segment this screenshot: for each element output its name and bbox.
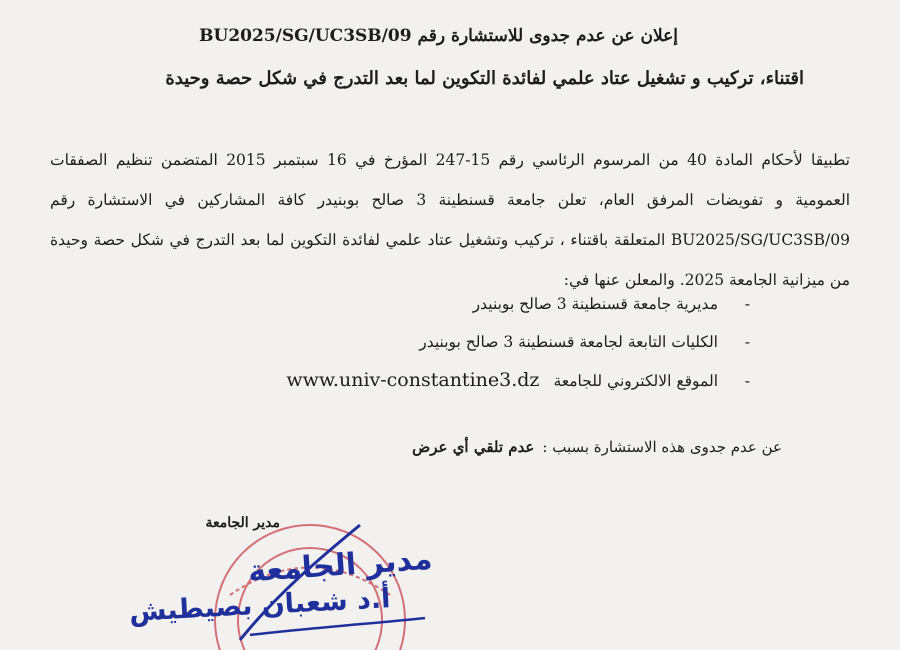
signer-title: مدير الجامعة	[205, 515, 280, 531]
list-dash: -	[744, 333, 750, 351]
list-item-text: الموقع الالكتروني للجامعة	[553, 372, 718, 390]
body-paragraph: تطبيقا لأحكام المادة 40 من المرسوم الرئاسي رقم 15-247 المؤرخ في 16 سبتمبر 2015 المتضمن تنظيم الصفقات العمومية و تفويضات المرفق العام، تعلن جامعة قسنطينة 3 صالح بوبنيدر كافة المشاركين في الاستشارة رقم BU2025/SG/UC3SB/09 المتعلقة باقتناء ، تركيب وتشغيل عتاد علمي لفائدة التكوين لما بعد التدرج في شكل حصة وحيدة من ميزانية الجامعة 2025. والمعلن عنها في:	[50, 151, 850, 289]
list-item-text: الكليات التابعة لجامعة قسنطينة 3 صالح بوبنيدر	[419, 333, 718, 351]
website-url: www.univ-constantine3.dz	[286, 369, 540, 391]
reason-prefix: عن عدم جدوى هذه الاستشارة بسبب :	[542, 438, 782, 456]
unsuccessful-reason	[412, 438, 782, 456]
list-item-text: مديرية جامعة قسنطينة 3 صالح بوبنيدر	[472, 295, 718, 313]
reason-value: عدم تلقي أي عرض	[412, 438, 535, 456]
handwritten-title: مدير الجامعة	[246, 541, 433, 590]
publication-list	[100, 285, 750, 399]
announcement-body	[50, 140, 850, 300]
list-item	[100, 285, 750, 323]
announcement-subject: اقتناء، تركيب و تشغيل عتاد علمي لفائدة التكوين لما بعد التدرج في شكل حصة وحيدة	[165, 68, 804, 89]
list-item	[100, 323, 750, 361]
list-dash: -	[744, 295, 750, 313]
list-dash: -	[744, 372, 750, 390]
list-item	[100, 361, 750, 399]
announcement-title: إعلان عن عدم جدوى للاستشارة رقم BU2025/SG/UC3SB/09	[199, 26, 678, 46]
handwritten-name: أ.د شعبان بصيطيش	[127, 583, 391, 628]
signature-underline	[250, 618, 425, 635]
